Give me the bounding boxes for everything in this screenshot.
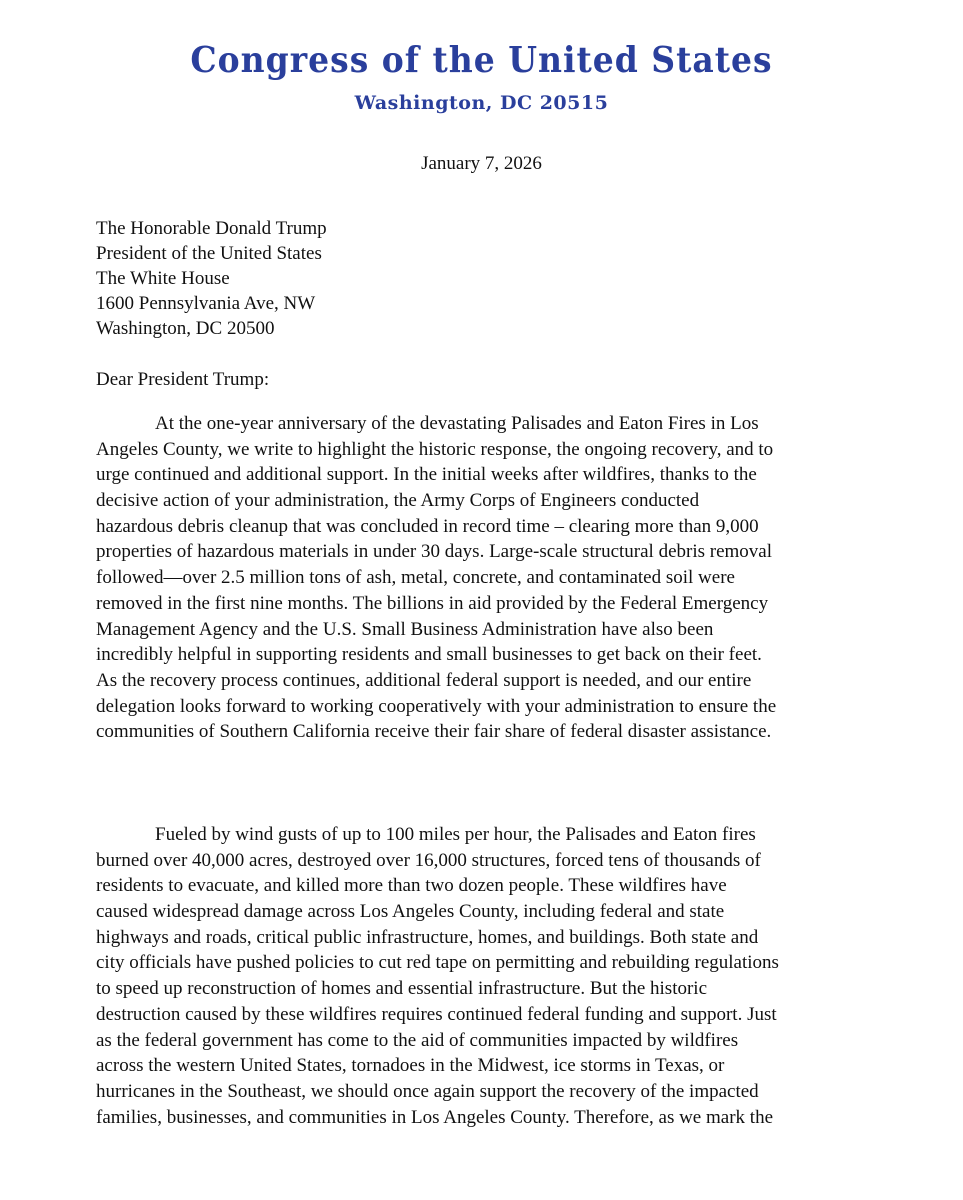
recipient-line: Washington, DC 20500	[96, 318, 275, 339]
letterhead	[0, 38, 963, 116]
paragraph-line: caused widespread damage across Los Angeles County, including federal and state	[96, 901, 725, 923]
letter-date: January 7, 2026	[421, 153, 542, 174]
paragraph-line: highways and roads, critical public infrastructure, homes, and buildings. Both state and	[96, 926, 759, 948]
paragraph-line: delegation looks forward to working cooperatively with your administration to ensure the	[96, 695, 777, 717]
recipient-line: President of the United States	[96, 243, 322, 264]
recipient-line: 1600 Pennsylvania Ave, NW	[96, 293, 316, 314]
paragraph-line: hazardous debris cleanup that was concluded in record time – clearing more than 9,000	[96, 515, 759, 537]
salutation: Dear President Trump:	[96, 369, 270, 390]
paragraph-line: destruction caused by these wildfires requires continued federal funding and support. Just	[96, 1003, 777, 1025]
paragraph-line: across the western United States, tornadoes in the Midwest, ice storms in Texas, or	[96, 1055, 725, 1077]
paragraph-line: as the federal government has come to the aid of communities impacted by wildfires	[96, 1029, 739, 1051]
paragraph-line: Fueled by wind gusts of up to 100 miles per hour, the Palisades and Eaton fires	[155, 824, 756, 845]
paragraph-line: Management Agency and the U.S. Small Business Administration have also been	[96, 618, 714, 640]
paragraph-line: At the one-year anniversary of the devastating Palisades and Eaton Fires in Los	[155, 413, 759, 434]
paragraph-line: Angeles County, we write to highlight the historic response, the ongoing recovery, and to	[96, 438, 774, 460]
paragraph-line: As the recovery process continues, additional federal support is needed, and our entire	[96, 669, 752, 691]
recipient-address	[96, 216, 327, 341]
paragraph-line: communities of Southern California receive their fair share of federal disaster assistance.	[96, 721, 772, 743]
body-paragraph-2	[96, 822, 876, 1130]
paragraph-line: city officials have pushed policies to cut red tape on permitting and rebuilding regulations	[96, 952, 779, 974]
paragraph-line: burned over 40,000 acres, destroyed over 16,000 structures, forced tens of thousands of	[96, 849, 761, 871]
recipient-line: The White House	[96, 268, 230, 289]
body-paragraph-1	[96, 411, 876, 745]
paragraph-line: properties of hazardous materials in under 30 days. Large-scale structural debris removal	[96, 541, 773, 563]
paragraph-line: residents to evacuate, and killed more than two dozen people. These wildfires have	[96, 875, 727, 897]
paragraph-line: followed—over 2.5 million tons of ash, metal, concrete, and contaminated soil were	[96, 567, 735, 589]
paragraph-line: hurricanes in the Southeast, we should once again support the recovery of the impacted	[96, 1080, 759, 1102]
paragraph-line: incredibly helpful in supporting residents and small businesses to get back on their feet.	[96, 644, 762, 666]
paragraph-line: to speed up reconstruction of homes and essential infrastructure. But the historic	[96, 978, 708, 1000]
paragraph-line: urge continued and additional support. In the initial weeks after wildfires, thanks to the	[96, 464, 757, 486]
letterhead-title: Congress of the United States	[190, 38, 773, 81]
paragraph-line: families, businesses, and communities in Los Angeles County. Therefore, as we mark the	[96, 1106, 773, 1128]
paragraph-line: removed in the first nine months. The billions in aid provided by the Federal Emergency	[96, 592, 769, 614]
letterhead-subtitle: Washington, DC 20515	[354, 92, 609, 114]
recipient-line: The Honorable Donald Trump	[96, 218, 327, 239]
paragraph-line: decisive action of your administration, the Army Corps of Engineers conducted	[96, 490, 700, 512]
